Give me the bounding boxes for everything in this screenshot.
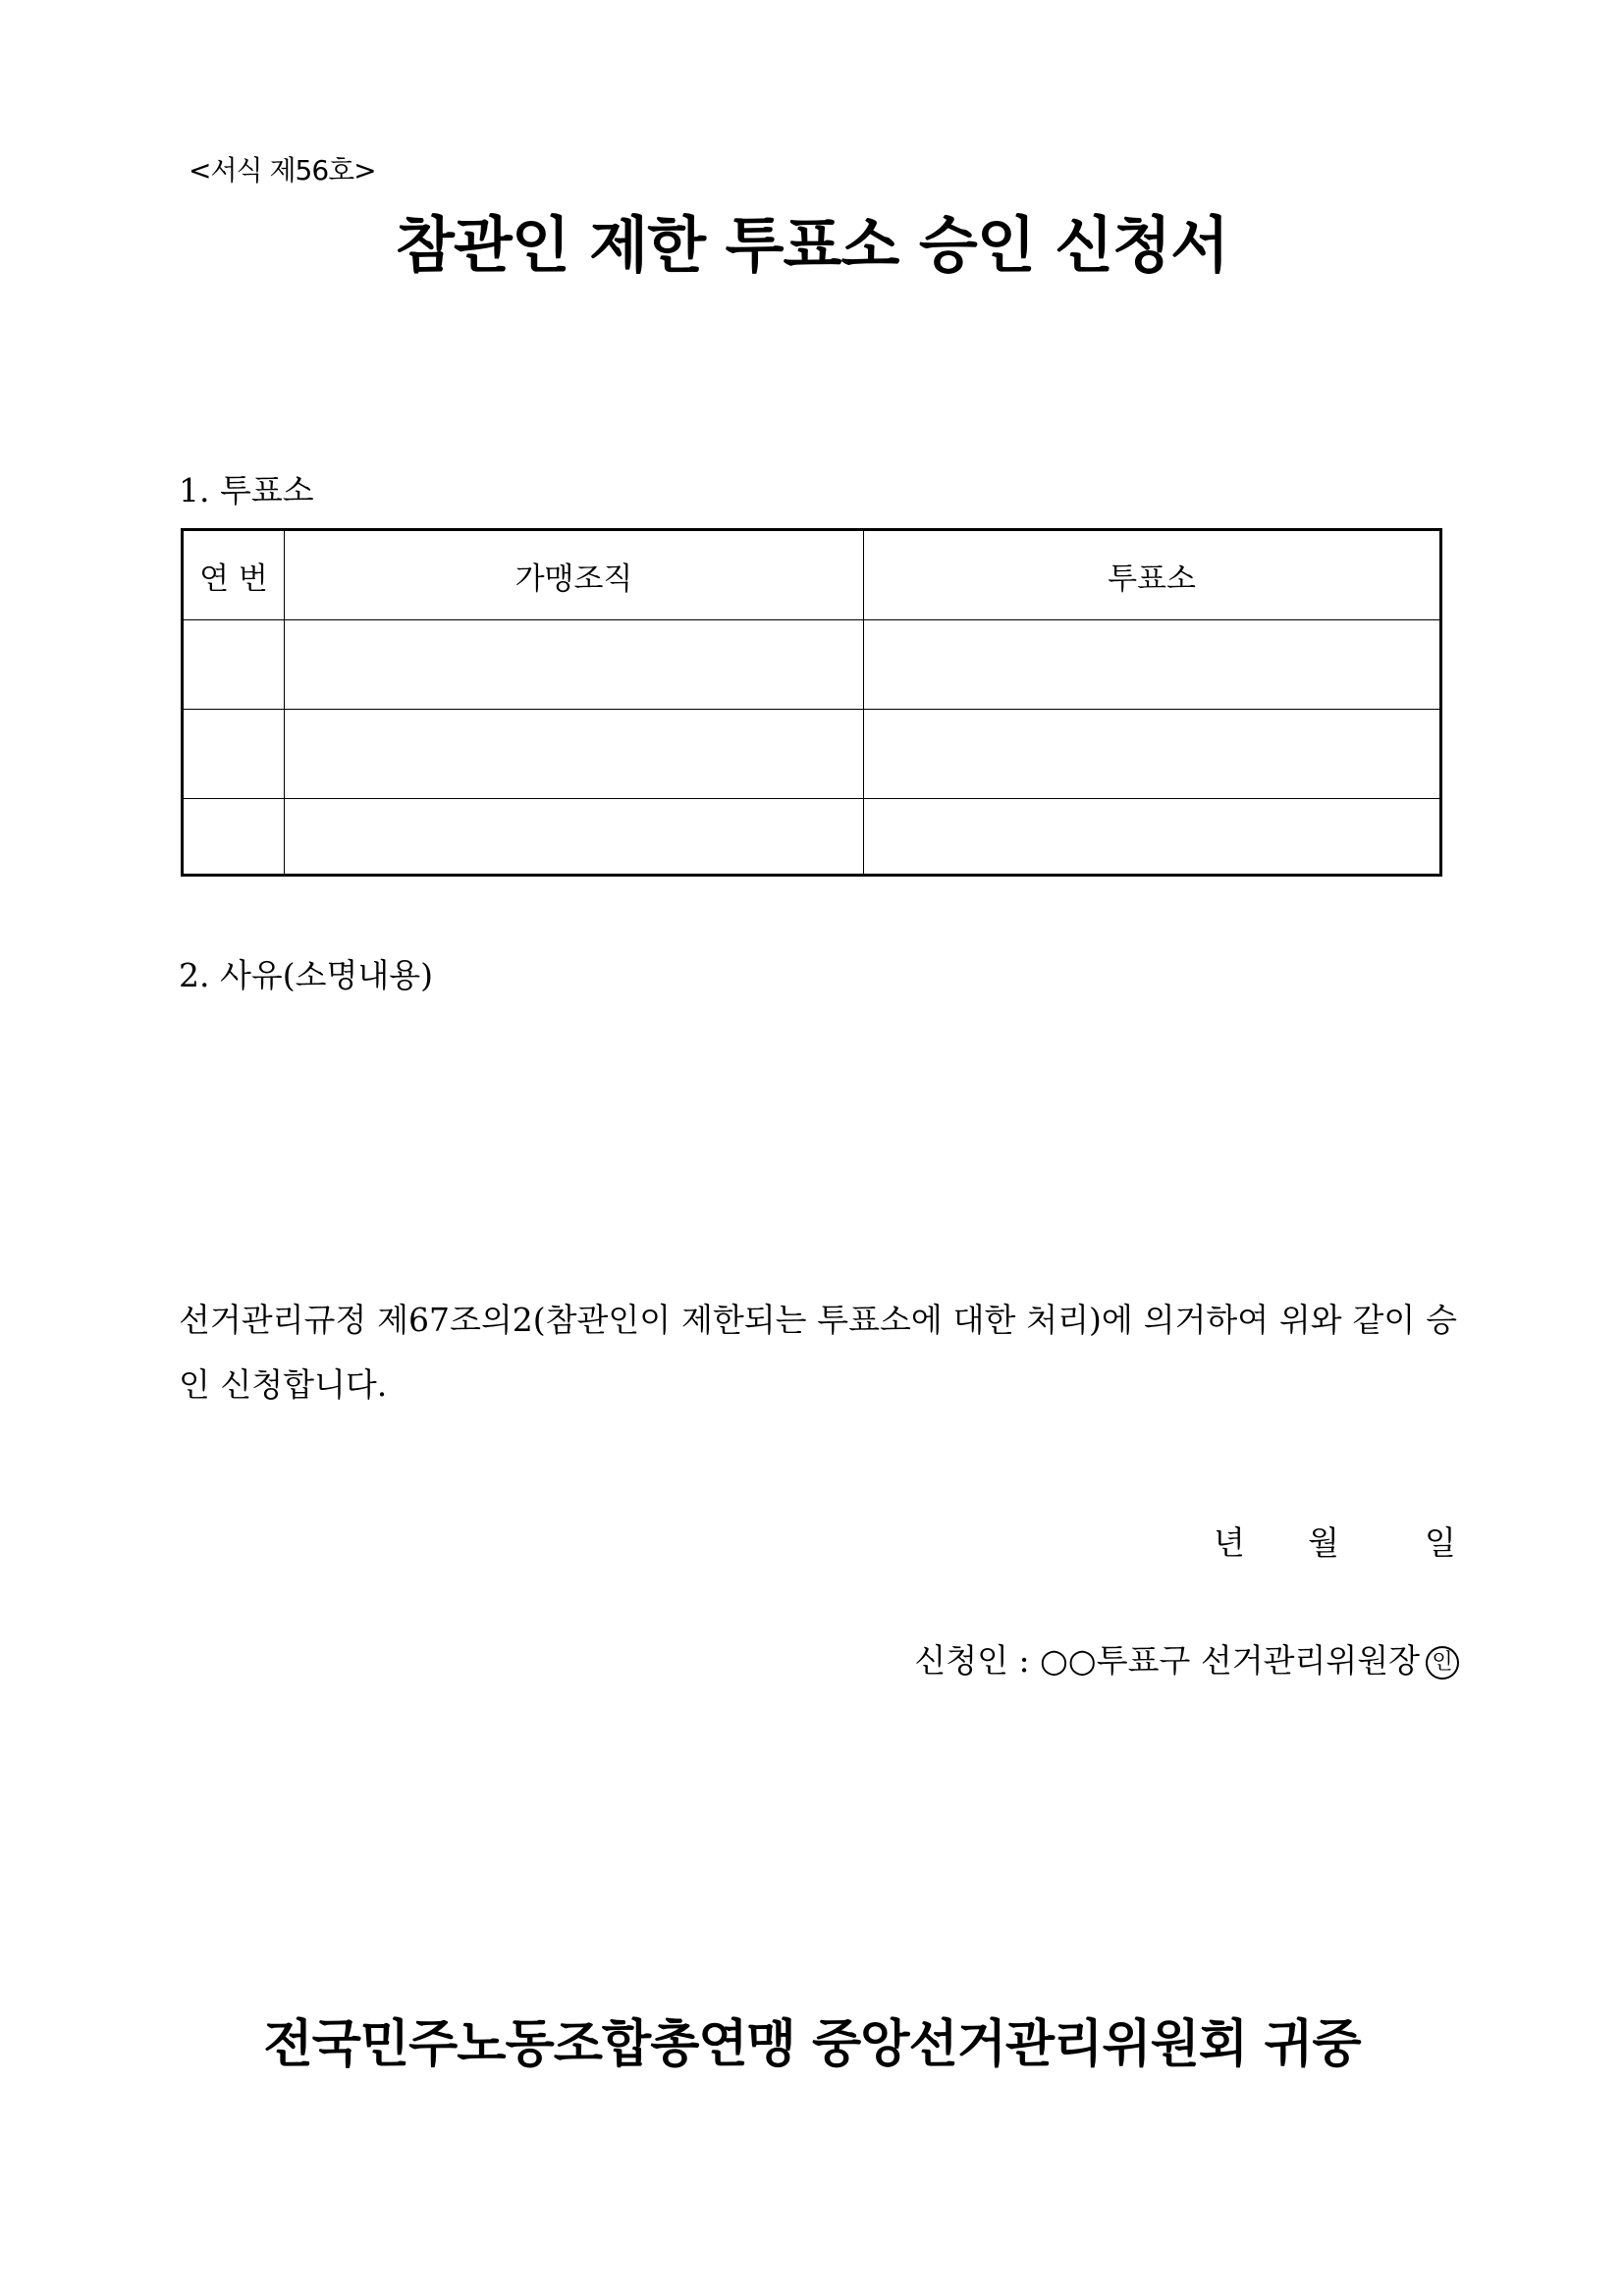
section-1-heading: 1. 투표소 bbox=[179, 471, 314, 509]
table-row bbox=[183, 799, 1441, 876]
application-statement: 선거관리규정 제67조의2(참관인이 제한되는 투표소에 대한 처리)에 의거하여 위와 같이 승인 신청합니다. bbox=[179, 1301, 1457, 1404]
applicant-label: 신청인 : bbox=[914, 1641, 1041, 1680]
form-number: <서식 제56호> bbox=[189, 154, 376, 187]
date-day-label: 일 bbox=[1425, 1523, 1456, 1562]
table-cell-serial-number[interactable] bbox=[183, 799, 285, 876]
applicant-name: ○○투표구 선거관리위원장 bbox=[1040, 1641, 1420, 1680]
document-title: 참관인 제한 투표소 승인 신청서 bbox=[396, 209, 1228, 281]
column-header-serial-number: 연 번 bbox=[183, 530, 285, 620]
table-cell-affiliated-organization[interactable] bbox=[285, 799, 864, 876]
table-cell-serial-number[interactable] bbox=[183, 620, 285, 710]
table-header-row bbox=[183, 530, 1441, 620]
polling-station-table bbox=[181, 528, 1442, 877]
table-cell-polling-station[interactable] bbox=[864, 620, 1441, 710]
table-cell-polling-station[interactable] bbox=[864, 799, 1441, 876]
column-header-affiliated-organization: 가맹조직 bbox=[285, 530, 864, 620]
date-month-label: 월 bbox=[1308, 1523, 1339, 1562]
seal-icon: 인 bbox=[1426, 1646, 1459, 1680]
table-cell-serial-number[interactable] bbox=[183, 710, 285, 799]
section-2-heading: 2. 사유(소명내용) bbox=[179, 956, 433, 994]
addressee: 전국민주노동조합총연맹 중앙선거관리위원회 귀중 bbox=[263, 2015, 1361, 2074]
date-year-label: 년 bbox=[1214, 1523, 1245, 1562]
table-row bbox=[183, 620, 1441, 710]
table-row bbox=[183, 710, 1441, 799]
applicant-line bbox=[914, 1635, 1459, 1682]
table-cell-affiliated-organization[interactable] bbox=[285, 710, 864, 799]
column-header-polling-station: 투표소 bbox=[864, 530, 1441, 620]
table-cell-polling-station[interactable] bbox=[864, 710, 1441, 799]
table-cell-affiliated-organization[interactable] bbox=[285, 620, 864, 710]
